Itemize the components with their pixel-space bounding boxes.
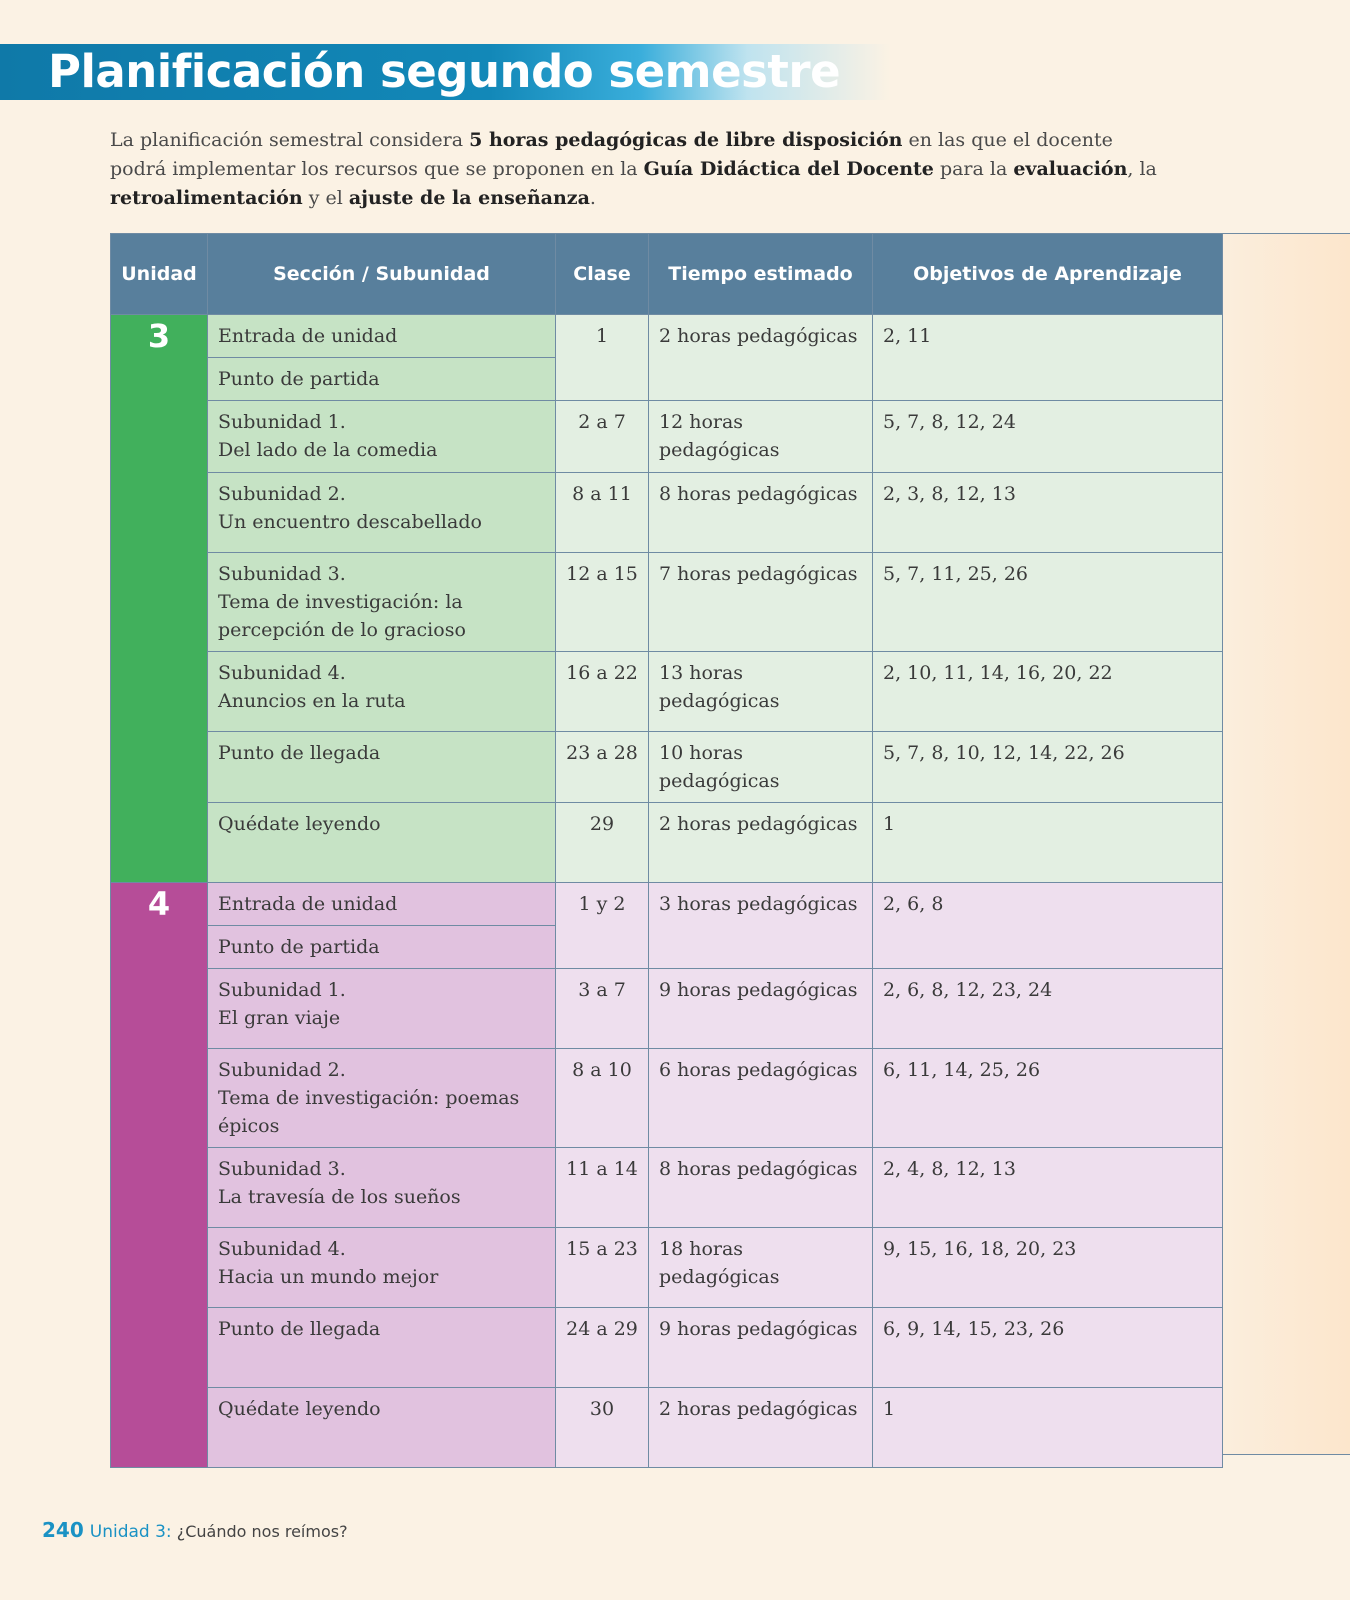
section-cell	[208, 553, 556, 652]
intro-text-2: en las que el docente podrá implementar los recursos que se proponen en la	[110, 129, 1113, 180]
section-line: Subunidad 3.	[218, 1158, 346, 1180]
section-line: Subunidad 2.	[218, 1059, 346, 1081]
tiempo-cell: 3 horas pedagógicas	[649, 883, 873, 969]
clase-cell: 15 a 23	[556, 1228, 649, 1308]
clase-cell: 16 a 22	[556, 652, 649, 732]
section-cell	[208, 652, 556, 732]
table-header-row	[111, 234, 1223, 315]
section-line: épicos	[218, 1115, 280, 1137]
section-cell	[208, 473, 556, 553]
table-row	[111, 1049, 1223, 1148]
section-line: Entrada de unidad	[218, 325, 398, 347]
objetivos-cell: 2, 3, 8, 12, 13	[873, 473, 1223, 553]
section-line: Tema de investigación: poemas	[218, 1087, 520, 1109]
header-clase: Clase	[556, 234, 649, 315]
intro-bold-eval: evaluación	[1013, 158, 1128, 180]
clase-cell: 24 a 29	[556, 1308, 649, 1388]
intro-text-1: La planificación semestral considera	[110, 129, 470, 151]
clase-cell: 1	[556, 315, 649, 401]
section-cell	[208, 401, 556, 473]
clase-cell: 11 a 14	[556, 1148, 649, 1228]
section-line: Quédate leyendo	[218, 1398, 381, 1420]
section-cell	[208, 1308, 556, 1388]
clase-cell: 12 a 15	[556, 553, 649, 652]
table-row	[111, 401, 1223, 473]
section-line: El gran viaje	[218, 1007, 341, 1029]
section-line: Un encuentro descabellado	[218, 511, 482, 533]
table-row	[111, 1388, 1223, 1468]
tiempo-cell: 18 horas pedagógicas	[649, 1228, 873, 1308]
tiempo-cell: 2 horas pedagógicas	[649, 315, 873, 401]
section-line: Subunidad 1.	[218, 411, 346, 433]
title-band	[0, 44, 890, 100]
intro-paragraph	[110, 126, 1160, 213]
footer-unit-label: Unidad 3:	[89, 1522, 172, 1542]
tiempo-cell: 6 horas pedagógicas	[649, 1049, 873, 1148]
section-line: Subunidad 4.	[218, 1238, 346, 1260]
intro-text-4: , la	[1127, 158, 1157, 180]
table-row	[111, 652, 1223, 732]
objetivos-cell: 2, 4, 8, 12, 13	[873, 1148, 1223, 1228]
header-seccion: Sección / Subunidad	[208, 234, 556, 315]
table-row	[111, 1228, 1223, 1308]
table-row	[111, 883, 1223, 926]
tiempo-cell: 12 horas pedagógicas	[649, 401, 873, 473]
objetivos-cell: 6, 11, 14, 25, 26	[873, 1049, 1223, 1148]
section-cell	[208, 926, 556, 969]
clase-cell: 1 y 2	[556, 883, 649, 969]
intro-bold-adjust: ajuste de la enseñanza	[348, 187, 590, 209]
page-number: 240	[42, 1518, 84, 1542]
page-footer	[42, 1518, 348, 1542]
objetivos-cell: 2, 11	[873, 315, 1223, 401]
table-body	[111, 315, 1223, 1468]
right-margin-tint	[1222, 233, 1350, 1455]
table-row	[111, 969, 1223, 1049]
section-cell	[208, 1388, 556, 1468]
objetivos-cell: 5, 7, 8, 12, 24	[873, 401, 1223, 473]
tiempo-cell: 9 horas pedagógicas	[649, 1308, 873, 1388]
section-line: Subunidad 2.	[218, 483, 346, 505]
clase-cell: 29	[556, 803, 649, 883]
intro-bold-feedback: retroalimentación	[110, 187, 303, 209]
section-line: Entrada de unidad	[218, 893, 398, 915]
tiempo-cell: 7 horas pedagógicas	[649, 553, 873, 652]
objetivos-cell: 2, 6, 8, 12, 23, 24	[873, 969, 1223, 1049]
tiempo-cell: 2 horas pedagógicas	[649, 1388, 873, 1468]
section-cell	[208, 1148, 556, 1228]
section-line: Anuncios en la ruta	[218, 690, 406, 712]
clase-cell: 8 a 11	[556, 473, 649, 553]
objetivos-cell: 2, 6, 8	[873, 883, 1223, 969]
tiempo-cell: 8 horas pedagógicas	[649, 1148, 873, 1228]
objetivos-cell: 2, 10, 11, 14, 16, 20, 22	[873, 652, 1223, 732]
tiempo-cell: 9 horas pedagógicas	[649, 969, 873, 1049]
table-row	[111, 803, 1223, 883]
section-line: percepción de lo gracioso	[218, 619, 466, 641]
section-cell	[208, 883, 556, 926]
tiempo-cell: 13 horas pedagógicas	[649, 652, 873, 732]
section-line: Subunidad 3.	[218, 563, 346, 585]
intro-bold-guide: Guía Didáctica del Docente	[643, 158, 934, 180]
clase-cell: 23 a 28	[556, 732, 649, 803]
section-cell	[208, 315, 556, 358]
objetivos-cell: 9, 15, 16, 18, 20, 23	[873, 1228, 1223, 1308]
unit-number-cell: 3	[111, 315, 208, 883]
intro-text-3: para la	[933, 158, 1014, 180]
section-line: Del lado de la comedia	[218, 439, 438, 461]
objetivos-cell: 5, 7, 11, 25, 26	[873, 553, 1223, 652]
section-cell	[208, 1228, 556, 1308]
section-line: Punto de partida	[218, 936, 380, 958]
intro-text-5: y el	[302, 187, 349, 209]
section-line: Punto de llegada	[218, 1318, 381, 1340]
section-line: Quédate leyendo	[218, 813, 381, 835]
header-objetivos: Objetivos de Aprendizaje	[873, 234, 1223, 315]
tiempo-cell: 10 horas pedagógicas	[649, 732, 873, 803]
header-tiempo: Tiempo estimado	[649, 234, 873, 315]
header-unidad: Unidad	[111, 234, 208, 315]
table-row	[111, 1308, 1223, 1388]
section-line: Subunidad 1.	[218, 979, 346, 1001]
unit-number-cell: 4	[111, 883, 208, 1468]
section-cell	[208, 803, 556, 883]
section-line: Tema de investigación: la	[218, 591, 463, 613]
table-row	[111, 473, 1223, 553]
planning-table	[110, 233, 1223, 1468]
section-line: Hacia un mundo mejor	[218, 1266, 439, 1288]
page-title: Planificación segundo semestre	[48, 45, 841, 98]
clase-cell: 2 a 7	[556, 401, 649, 473]
table-row	[111, 553, 1223, 652]
objetivos-cell: 1	[873, 1388, 1223, 1468]
table-row	[111, 732, 1223, 803]
section-cell	[208, 358, 556, 401]
clase-cell: 30	[556, 1388, 649, 1468]
objetivos-cell: 1	[873, 803, 1223, 883]
table-row	[111, 1148, 1223, 1228]
section-cell	[208, 1049, 556, 1148]
objetivos-cell: 6, 9, 14, 15, 23, 26	[873, 1308, 1223, 1388]
section-line: La travesía de los sueños	[218, 1186, 461, 1208]
clase-cell: 8 a 10	[556, 1049, 649, 1148]
footer-unit-title: ¿Cuándo nos reímos?	[171, 1522, 348, 1541]
table-row	[111, 315, 1223, 358]
tiempo-cell: 8 horas pedagógicas	[649, 473, 873, 553]
section-cell	[208, 969, 556, 1049]
section-line: Subunidad 4.	[218, 662, 346, 684]
section-line: Punto de llegada	[218, 742, 381, 764]
clase-cell: 3 a 7	[556, 969, 649, 1049]
intro-bold-hours: 5 horas pedagógicas de libre disposición	[469, 129, 903, 151]
section-line: Punto de partida	[218, 368, 380, 390]
tiempo-cell: 2 horas pedagógicas	[649, 803, 873, 883]
intro-text-6: .	[589, 187, 596, 209]
section-cell	[208, 732, 556, 803]
objetivos-cell: 5, 7, 8, 10, 12, 14, 22, 26	[873, 732, 1223, 803]
